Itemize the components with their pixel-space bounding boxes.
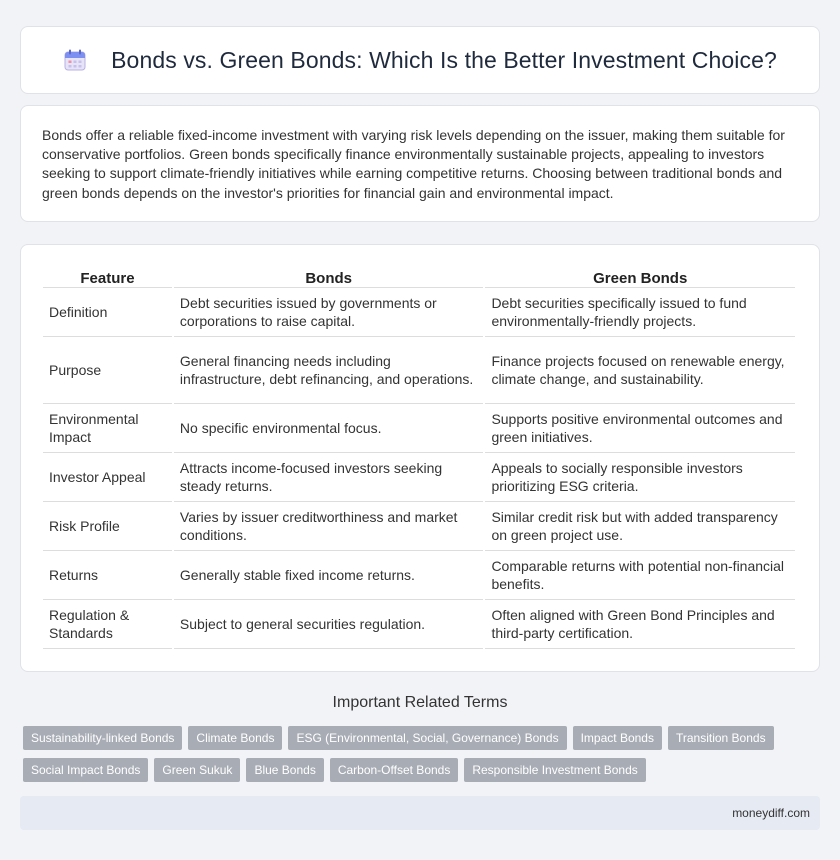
related-term-tag[interactable]: Blue Bonds: [246, 758, 323, 782]
related-terms-row: [23, 758, 823, 782]
header-green-bonds: Green Bonds: [593, 270, 688, 287]
related-term-tag[interactable]: Impact Bonds: [573, 726, 662, 750]
table-row: [43, 403, 795, 452]
table-row: [43, 599, 795, 649]
related-term-tag[interactable]: ESG (Environmental, Social, Governance) Bonds: [288, 726, 566, 750]
feature-cell: Purpose: [43, 336, 172, 403]
related-term-tag[interactable]: Transition Bonds: [668, 726, 774, 750]
table-row: [43, 336, 795, 403]
intro-paragraph: Bonds offer a reliable fixed-income investment with varying risk levels depending on the issuer, making them suitable for conservative portfolios. Green bonds specifically finance environmentally sustainable projects, appealing to investors seeking to support climate-friendly initiatives while earning competitive returns. Choosing between traditional bonds and green bonds depends on the investor's priorities for financial gain and environmental impact.: [42, 127, 785, 201]
green-bonds-cell: Debt securities specifically issued to fund environmentally-friendly projects.: [485, 287, 795, 336]
bonds-cell: Attracts income-focused investors seeking steady returns.: [174, 452, 484, 501]
bonds-cell: General financing needs including infrastructure, debt refinancing, and operations.: [174, 336, 484, 403]
calendar-icon: [63, 48, 87, 72]
green-bonds-cell: Appeals to socially responsible investors prioritizing ESG criteria.: [485, 452, 795, 501]
bonds-cell: Varies by issuer creditworthiness and market conditions.: [174, 501, 484, 550]
intro-card: [20, 105, 820, 222]
related-term-tag[interactable]: Sustainability-linked Bonds: [23, 726, 182, 750]
bonds-cell: Subject to general securities regulation.: [174, 599, 484, 649]
bonds-cell: Generally stable fixed income returns.: [174, 550, 484, 599]
table-row: [43, 287, 795, 336]
table-header-row: [43, 265, 795, 287]
table-row: [43, 452, 795, 501]
bonds-cell: No specific environmental focus.: [174, 403, 484, 452]
table-row: [43, 501, 795, 550]
feature-cell: Definition: [43, 287, 172, 336]
green-bonds-cell: Similar credit risk but with added transparency on green project use.: [485, 501, 795, 550]
feature-cell: Environmental Impact: [43, 403, 172, 452]
related-terms-row: [23, 726, 823, 750]
footer-site-link[interactable]: moneydiff.com: [732, 806, 810, 820]
feature-cell: Regulation & Standards: [43, 599, 172, 649]
green-bonds-cell: Often aligned with Green Bond Principles and third-party certification.: [485, 599, 795, 649]
related-term-tag[interactable]: Carbon-Offset Bonds: [330, 758, 459, 782]
header-bonds: Bonds: [305, 270, 353, 287]
related-term-tag[interactable]: Responsible Investment Bonds: [464, 758, 645, 782]
feature-cell: Risk Profile: [43, 501, 172, 550]
footer: [20, 796, 820, 830]
related-terms-title: Important Related Terms: [332, 694, 508, 711]
page-title: Bonds vs. Green Bonds: Which Is the Better Investment Choice?: [111, 46, 777, 73]
related-term-tag[interactable]: Climate Bonds: [188, 726, 282, 750]
related-term-tag[interactable]: Social Impact Bonds: [23, 758, 148, 782]
feature-cell: Returns: [43, 550, 172, 599]
title-card: [20, 26, 820, 94]
bonds-cell: Debt securities issued by governments or corporations to raise capital.: [174, 287, 484, 336]
green-bonds-cell: Finance projects focused on renewable energy, climate change, and sustainability.: [485, 336, 795, 403]
green-bonds-cell: Comparable returns with potential non-financial benefits.: [485, 550, 795, 599]
comparison-table: [41, 265, 797, 649]
header-feature: Feature: [80, 270, 135, 287]
comparison-card: [20, 244, 820, 672]
green-bonds-cell: Supports positive environmental outcomes and green initiatives.: [485, 403, 795, 452]
table-row: [43, 550, 795, 599]
feature-cell: Investor Appeal: [43, 452, 172, 501]
related-term-tag[interactable]: Green Sukuk: [154, 758, 240, 782]
